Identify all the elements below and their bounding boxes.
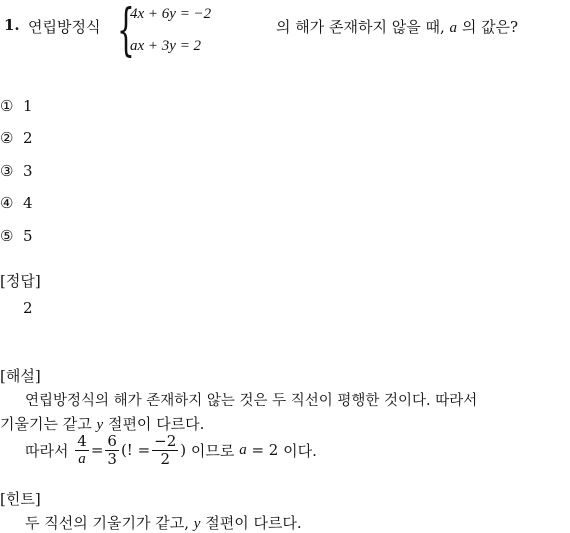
equals-sign: = bbox=[90, 441, 104, 459]
choice-marker: ④ bbox=[0, 194, 14, 212]
explanation-var-y: y bbox=[96, 417, 104, 433]
choice-value: 1 bbox=[23, 97, 33, 115]
explanation-line-3-prefix: 따라서 bbox=[25, 441, 69, 460]
fraction-numerator: 6 bbox=[107, 432, 117, 450]
not-equal-open: (! = bbox=[120, 441, 151, 459]
explanation-line-1: 연립방정식의 해가 존재하지 않는 것은 두 직선이 평행한 것이다. 따라서 bbox=[25, 393, 478, 409]
answer-value: 2 bbox=[23, 299, 33, 317]
choice-5[interactable] bbox=[0, 227, 33, 245]
question-prefix: 연립방정식 bbox=[28, 18, 101, 36]
choice-3[interactable] bbox=[0, 162, 33, 180]
explanation-line-3-mid: 이므로 bbox=[190, 441, 235, 460]
explanation-line-2-b: 절편이 다르다. bbox=[107, 415, 205, 433]
choice-marker: ③ bbox=[0, 162, 14, 180]
choice-2[interactable] bbox=[0, 129, 33, 147]
choice-value: 3 bbox=[23, 162, 33, 180]
answer-heading: [정답] bbox=[0, 272, 41, 290]
choice-value: 2 bbox=[23, 129, 33, 147]
fraction-denominator: a bbox=[78, 450, 86, 467]
question-suffix-a: 의 해가 존재하지 않을 때, bbox=[276, 18, 445, 36]
not-equal-close: ) bbox=[180, 441, 187, 459]
choice-marker: ② bbox=[0, 129, 14, 147]
question-suffix bbox=[276, 16, 518, 37]
question-suffix-b: 의 값은? bbox=[461, 18, 519, 36]
fraction-numerator: −2 bbox=[154, 432, 177, 450]
fraction-denominator: 3 bbox=[107, 449, 117, 468]
fraction-6-over-3 bbox=[105, 433, 119, 467]
explanation-line-3-end: 이다. bbox=[283, 441, 317, 460]
fraction-numerator: 4 bbox=[77, 432, 87, 450]
explanation-eq-2: = 2 bbox=[251, 441, 279, 459]
hint-var-y: y bbox=[193, 516, 201, 532]
explanation-line-3 bbox=[25, 430, 317, 470]
hint-heading: [힌트] bbox=[0, 490, 41, 508]
equation-1: 4x + 6y = −2 bbox=[130, 6, 212, 22]
hint-line-b: 절편이 다르다. bbox=[205, 514, 302, 532]
choice-value: 4 bbox=[23, 194, 33, 212]
system-brace: { bbox=[117, 0, 135, 63]
explanation-heading: [해설] bbox=[0, 367, 41, 385]
question-var-a: a bbox=[449, 20, 458, 36]
choice-marker: ① bbox=[0, 97, 14, 115]
fraction-neg2-over-2 bbox=[152, 433, 178, 467]
explanation-line-2-a: 기울기는 같고 bbox=[0, 415, 92, 433]
choice-value: 5 bbox=[23, 227, 33, 245]
choice-marker: ⑤ bbox=[0, 227, 14, 245]
choice-4[interactable] bbox=[0, 194, 33, 212]
fraction-4-over-a bbox=[75, 433, 89, 467]
equation-2: ax + 3y = 2 bbox=[130, 38, 202, 54]
hint-line-a: 두 직선의 기울기가 같고, bbox=[25, 514, 189, 532]
question-number: 1. bbox=[4, 16, 20, 34]
explanation-var-a: a bbox=[239, 441, 247, 458]
choice-1[interactable] bbox=[0, 97, 33, 115]
hint-line bbox=[25, 512, 302, 533]
fraction-denominator: 2 bbox=[160, 449, 170, 468]
